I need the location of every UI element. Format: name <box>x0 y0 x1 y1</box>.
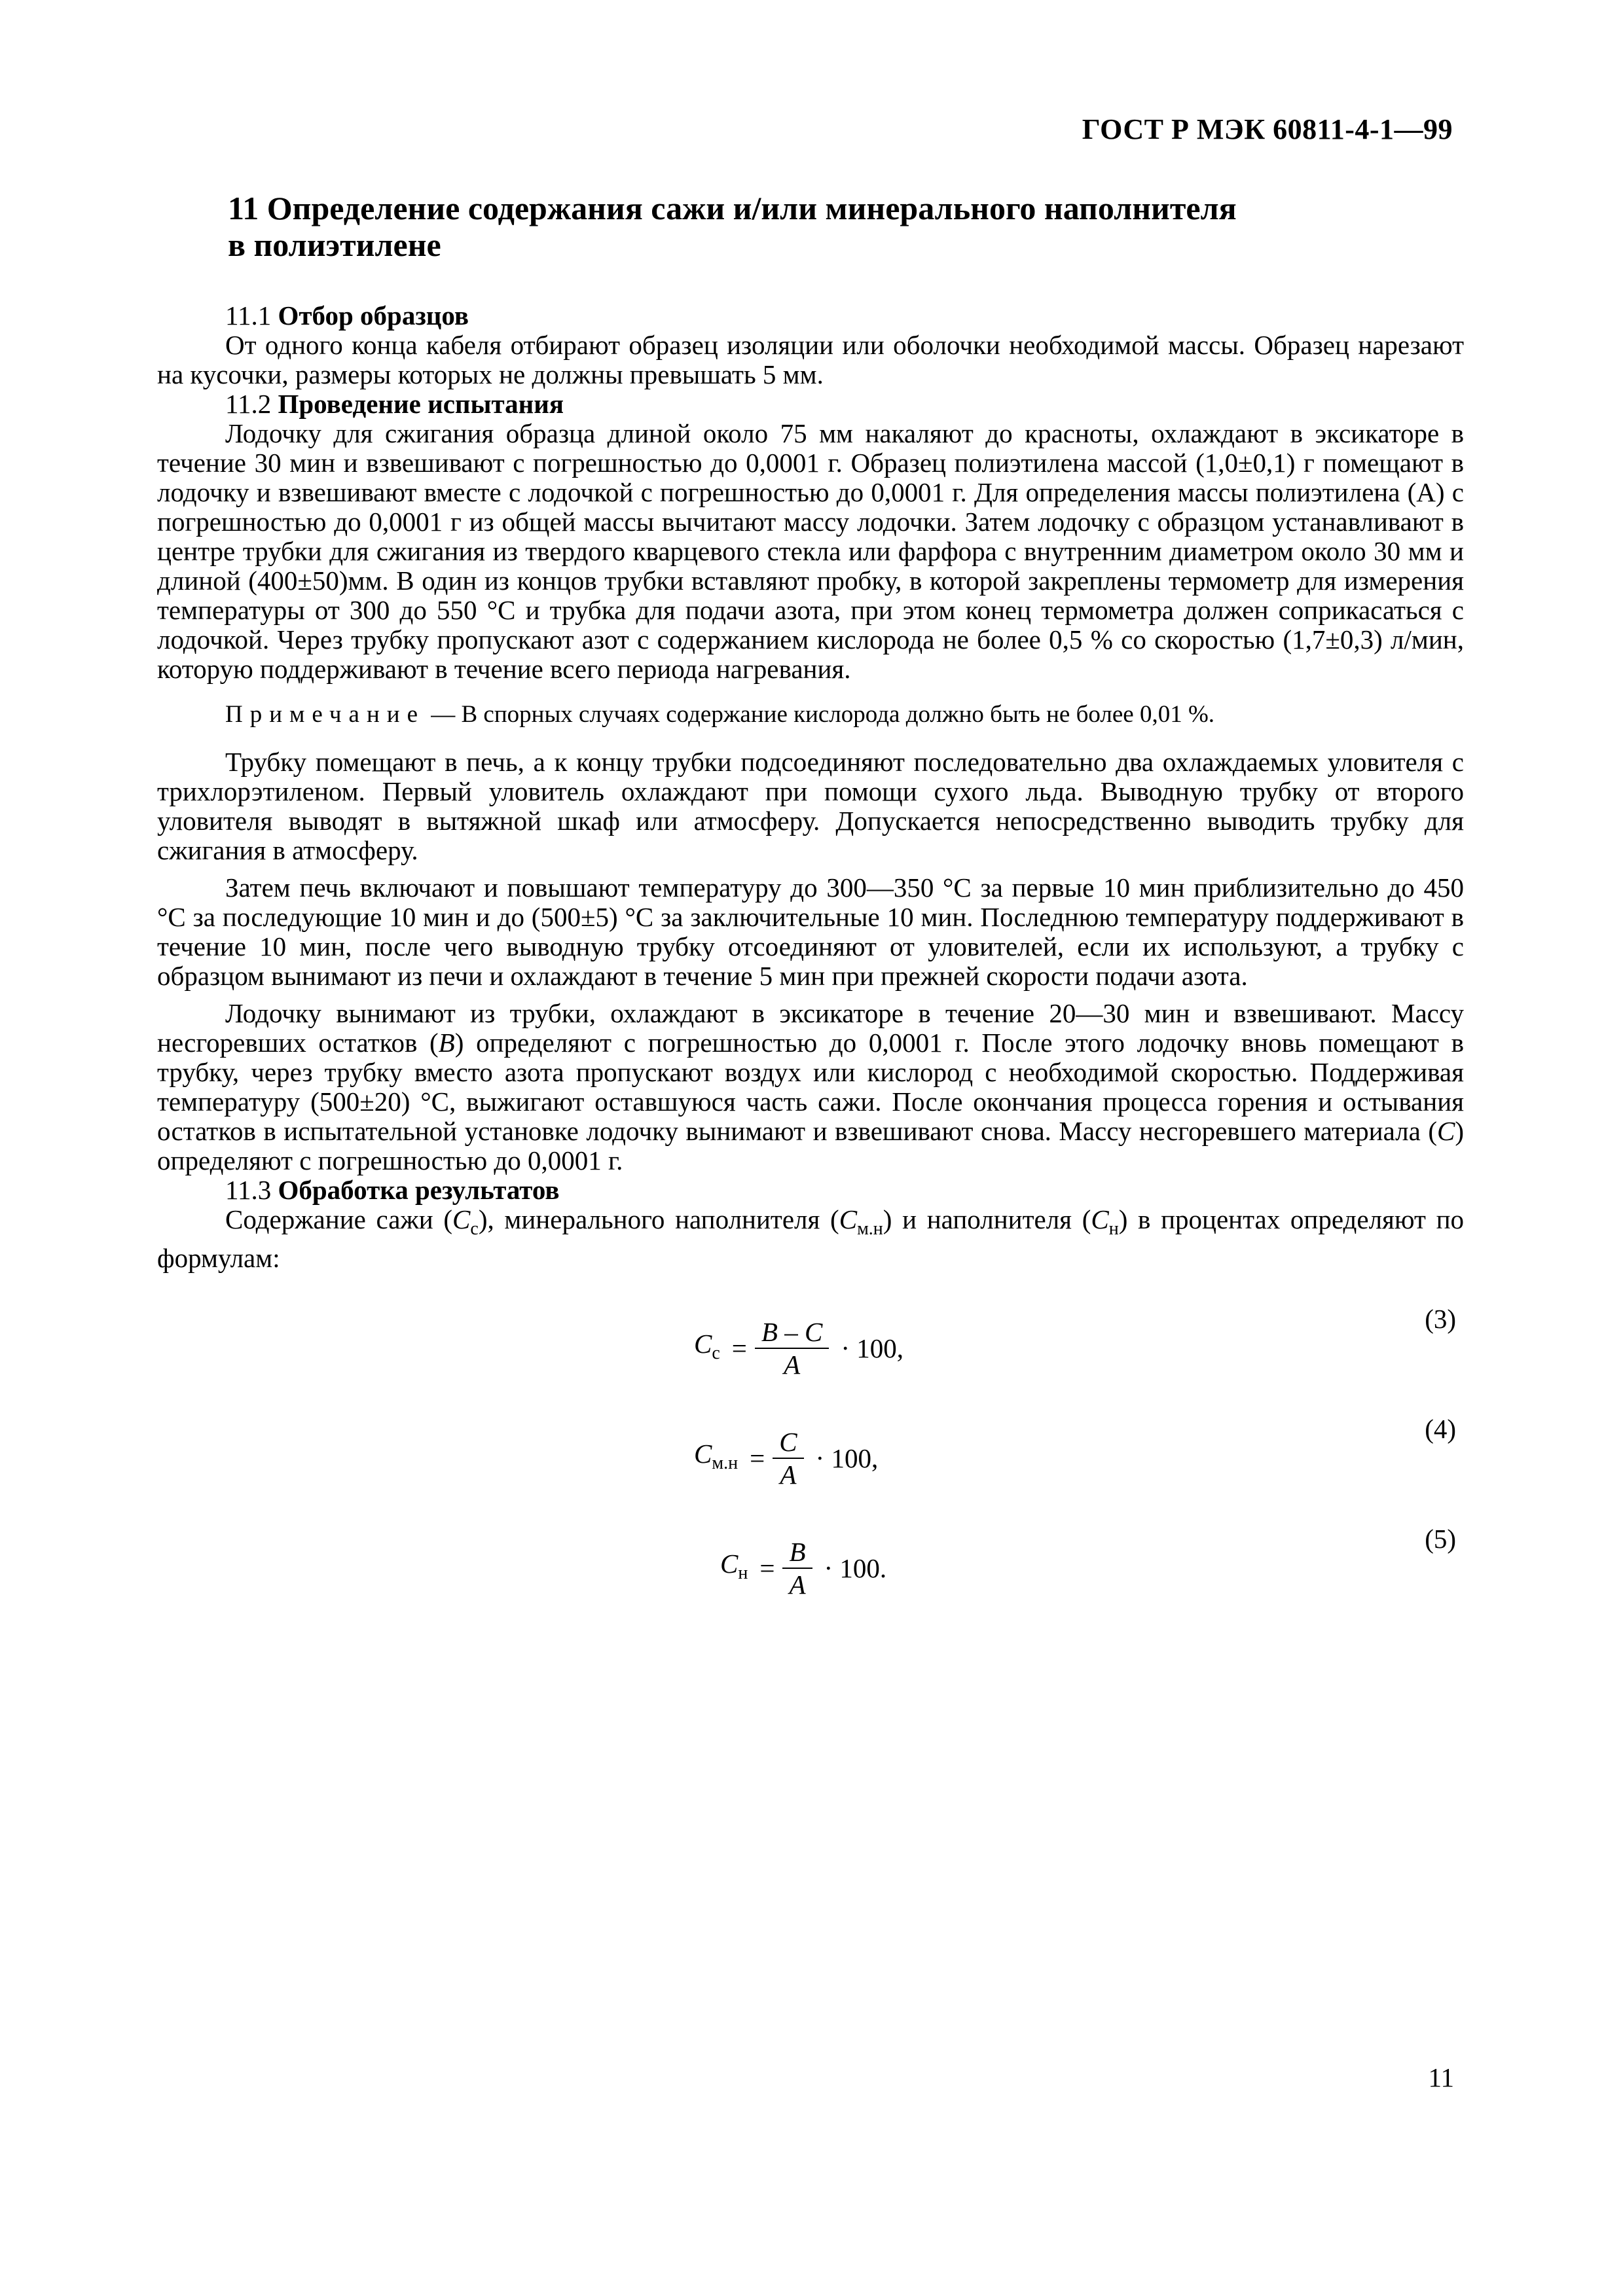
text-run: ) в процентах определяют по формулам: <box>157 1204 1465 1274</box>
denominator: A <box>780 1460 797 1490</box>
page-number: 11 <box>1428 2062 1454 2092</box>
denominator: A <box>784 1350 801 1380</box>
formula-rest: · 100, <box>815 1443 879 1473</box>
fraction <box>773 1426 803 1490</box>
numerator: B <box>789 1537 806 1568</box>
fraction <box>755 1316 829 1380</box>
text-run: ), минерального наполнителя ( <box>478 1204 839 1234</box>
subscript: с <box>470 1219 479 1240</box>
formula-3: $C_с$ = $\frac{B - C}{A}$ · 100, (3) <box>694 1304 1456 1380</box>
subscript: н <box>1108 1219 1119 1240</box>
formula-4: $C_{м.н}$ = $\frac{C}{A}$ · 100, (4) <box>694 1414 1456 1490</box>
subsection-heading-11-1 <box>157 301 1464 331</box>
formula-lhs: C <box>694 1328 712 1359</box>
text-run: ) определяют с погрешностью до 0,0001 г. <box>157 1116 1464 1175</box>
formula-lhs: C <box>694 1438 712 1469</box>
formula-rest: · 100, <box>841 1333 903 1363</box>
paragraph-11-2-1: Лодочку для сжигания образца длиной около 75 мм накаляют до красноты, охлаждают в эксикаторе в течение 30 мин и взвешивают с погрешностью до 0,0001 г. Образец полиэтилена массой (1,0±0,1) г помещают в лодочку и взвешивают вместе с лодочкой с погрешностью до 0,0001 г. Для определения массы полиэтилена (А) с погрешностью до 0,0001 г из общей массы вычитают массу лодочки. Затем лодочку с образцом устанавливают в центре трубки для сжигания из твердого кварцевого стекла или фарфора с внутренним диаметром около 30 мм и длиной (400±50)мм. В один из концов трубки вставляют пробку, в которой закреплены термометр для измерения температуры от 300 до 550 °С и трубка для подачи азота, при этом конец термометра должен соприкасаться с лодочкой. Через трубку пропускают азот с содержанием кислорода не более 0,5 % со скоростью (1,7±0,3) л/мин, которую поддерживают в течение всего периода нагревания. <box>157 418 1464 684</box>
formula-subscript: с <box>712 1342 720 1363</box>
variable-c: C <box>452 1204 471 1234</box>
text-run: ) определяют с погрешностью до 0,0001 г. После этого лодочку вновь помещают в трубку, через трубку вместо азота пропускают воздух или кислород с необходимой скоростью. Поддерживая температуру (500±20) °С, выжигают оставшуюся часть сажи. После окончания процесса горения и остывания остатков в испытательной установке лодочку вынимают и взвешивают снова. Массу несгоревшего материала ( <box>157 1028 1465 1146</box>
paragraph-11-2-2: Трубку помещают в печь, а к концу трубки подсоединяют последовательно два охлаждаемых уловителя с трихлорэтиленом. Первый уловитель охлаждают при помощи сухого льда. Выводную трубку от второго уловителя выводят в вытяжной шкаф или атмосферу. Допускается непосредственно выводить трубку для сжигания в атмосферу. <box>157 747 1464 865</box>
formula-5: $C_н$ = $\frac{B}{A}$ · 100. (5) <box>720 1524 1456 1600</box>
note <box>157 700 1464 729</box>
formula-lhs: C <box>720 1548 739 1579</box>
paragraph-11-2-3: Затем печь включают и повышают температуру до 300—350 °С за первые 10 мин приблизительно до 450 °С за последующие 10 мин и до (500±5) °С за заключительные 10 мин. Последнюю температуру поддерживают в течение 10 мин, после чего выводную трубку отсоединяют от уловителей, если их используют, а трубку с образцом вынимают из печи и охлаждают в течение 5 мин при прежней скорости подачи азота. <box>157 872 1464 991</box>
formula-subscript: м.н <box>712 1452 739 1473</box>
subsection-title: Обработка результатов <box>278 1175 560 1205</box>
document-body <box>157 190 1464 1617</box>
section-heading-line1: 11 Определение содержания сажи и/или минерального наполнителя <box>228 190 1237 226</box>
variable-c: C <box>1436 1116 1455 1146</box>
variable-c: C <box>839 1204 858 1234</box>
subsection-number: 11.2 <box>225 389 272 419</box>
numerator: B – C <box>761 1317 823 1348</box>
fraction <box>782 1536 812 1600</box>
note-label: Примечание <box>225 701 425 728</box>
subsection-title: Отбор образцов <box>278 300 469 331</box>
paragraph-11-3 <box>157 1205 1464 1273</box>
subsection-number: 11.1 <box>225 300 272 331</box>
subsection-title: Проведение испытания <box>278 389 564 419</box>
equation-number: (3) <box>1425 1304 1456 1335</box>
note-text: — В спорных случаях содержание кислорода должно быть не более 0,01 %. <box>425 701 1215 728</box>
equation-number: (5) <box>1425 1524 1456 1554</box>
formula-rest: · 100. <box>824 1552 887 1583</box>
subsection-heading-11-3 <box>157 1175 1464 1205</box>
section-heading-line2: в полиэтилене <box>228 226 441 263</box>
document-header: ГОСТ Р МЭК 60811-4-1—99 <box>1082 113 1453 145</box>
subsection-number: 11.3 <box>225 1175 272 1205</box>
subsection-heading-11-2 <box>157 389 1464 419</box>
denominator: A <box>789 1570 806 1600</box>
subscript: м.н <box>857 1219 883 1240</box>
variable-b: B <box>438 1028 455 1058</box>
paragraph-11-1: От одного конца кабеля отбирают образец изоляции или оболочки необходимой массы. Образец нарезают на кусочки, размеры которых не должны превышать 5 мм. <box>157 330 1464 389</box>
numerator: C <box>779 1427 797 1458</box>
variable-c: C <box>1091 1204 1109 1234</box>
equation-number: (4) <box>1425 1414 1456 1444</box>
formula-subscript: н <box>738 1562 748 1583</box>
text-run: ) и наполнителя ( <box>883 1204 1091 1234</box>
text-run: Лодочку вынимают из трубки, охлаждают в эксикаторе в течение 20—30 мин и взвешивают. Массу несгоревших остатков ( <box>157 998 1464 1058</box>
text-run: Содержание сажи ( <box>225 1204 453 1234</box>
paragraph-11-2-4 <box>157 999 1464 1175</box>
section-heading <box>228 190 1464 263</box>
